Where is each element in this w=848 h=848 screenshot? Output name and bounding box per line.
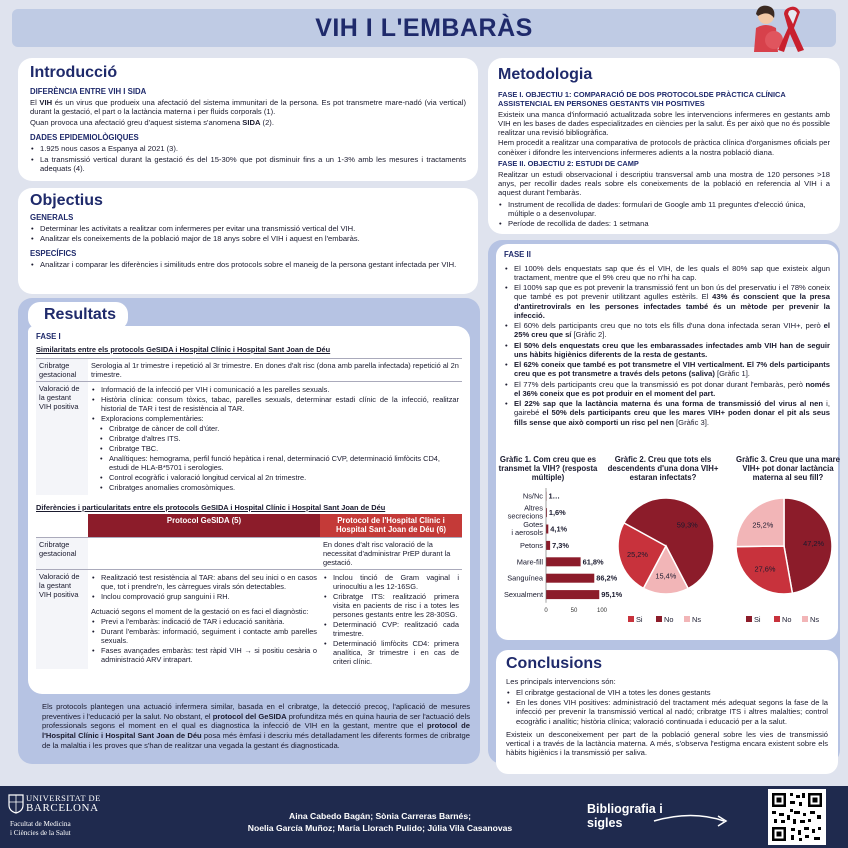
pie-value-label: 47,2%	[803, 538, 825, 548]
table-row	[36, 570, 462, 670]
col-hospital: Protocol de l'Hospital Clínic i Hospital Sant Joan de Déu (6)	[320, 514, 462, 538]
metodologia-p1: Existeix una manca d'informació actualitzada sobre les intervencions infermeres en gestants amb VIH en les bases de dades especialitzades en ciències per la salut. És per això que no és possible realitzar una revisió bibliogràfica.	[498, 109, 830, 138]
row-text	[88, 381, 462, 495]
bar-chart-transmission	[492, 488, 623, 628]
title-bar	[12, 9, 836, 47]
row-label: Cribratge gestacional	[36, 358, 88, 381]
intro-list	[30, 144, 466, 173]
list-item: • Previ a l'embaràs: indicació de TAR i educació sanitària.	[91, 617, 317, 626]
bar-tick-label: 100	[596, 607, 608, 614]
list-item: • Fases avançades embaràs: test ràpid VIH → si positiu cesària o administració ARV intrapart.	[91, 646, 317, 664]
qr-code-icon[interactable]	[758, 789, 838, 845]
objectius-sub2: ESPECÍFICS	[30, 248, 77, 258]
chart3-title: Gràfic 3. Creu que una mare VIH+ pot donar lactància materna al seu fill?	[736, 455, 840, 482]
metodologia-p3: Realitzar un estudi observacional i descriptiu transversal amb una mostra de 120 persones >18 anys, per recollir dades reals sobre els coneixements de la població en referencia al VIH i a aquest durant l'embaràs.	[498, 169, 830, 198]
conclusions-intro: Les principals intervencions són:	[506, 676, 616, 686]
list-item: • Control ecogràfic i valoració longitud cervical al 2n trimestre.	[91, 473, 459, 482]
faculty-name: Facultat de Medicina i Ciències de la Salut	[10, 820, 71, 837]
sim-title: Similaritats entre els protocols GeSIDA i Hospital Clínic i Hospital Sant Joan de Déu	[36, 344, 331, 354]
list-item: • Analitzar i comparar les diferències i similituds entre dos protocols sobre el maneig de la persona gestant infectada per VIH.	[30, 260, 466, 269]
pie-value-label: 25,2%	[626, 549, 648, 559]
intro-card	[18, 58, 478, 181]
university-name: UNIVERSITAT DE BARCELONA	[26, 793, 101, 814]
legend-swatch	[802, 616, 808, 622]
fase2-heading: FASE II	[504, 250, 531, 259]
bar-value-label: 61,8%	[582, 557, 604, 567]
resultats-fase1: FASE I	[36, 332, 61, 341]
list-item: • La transmissió vertical durant la gestació és del 15-30% que pot disminuir fins a un 1-3% amb les mesures i tractaments adequats (4).	[30, 155, 466, 174]
objectius-heading: Objectius	[30, 192, 103, 209]
table-row	[36, 358, 462, 381]
row-cell-a	[88, 570, 320, 670]
legend-swatch	[684, 616, 690, 622]
university-shield-icon	[8, 794, 24, 814]
list-item: • Informació de la infecció per VIH i comunicació a les parelles sexuals.	[91, 385, 459, 394]
differences-table	[36, 514, 462, 669]
list-item: • 1.925 nous casos a Espanya al 2021 (3).	[30, 144, 466, 153]
row-cell-b	[320, 570, 462, 670]
bar-category-label: Altres secrecions	[507, 503, 543, 521]
metodologia-fase1: FASE I. OBJECTIU 1: COMPARACIÓ DE DOS PROTOCOLSDE PRÀCTICA CLÍNICA ASSISTENCIAL EN PERSONES GESTANTS VIH POSITIVES	[498, 89, 786, 108]
resultats-heading: Resultats	[44, 306, 117, 323]
intro-p2: Quan provoca una afectació greu d'aquest sistema s'anomena SIDA (2).	[30, 117, 274, 127]
list-item: • El 62% coneix que també es pot transmetre el VIH verticalment. El 7% dels participants creu que es pot transmetre a través dels petons (saliva) [Gràfic 1].	[504, 360, 830, 379]
bar-category-label: Gotes i aerosols	[511, 520, 543, 537]
legend-swatch	[628, 616, 634, 622]
bar	[546, 525, 548, 534]
row-label: Cribratge gestacional	[36, 537, 88, 569]
bar	[546, 590, 599, 599]
bar-category-label: Ns/Nc	[522, 491, 543, 501]
bar-value-label: 95,1%	[601, 590, 623, 600]
list-item: • El 100% sap que es pot prevenir la transmissió fent un bon ús del preservatiu i el 78% coneix que també es pot prevenir utilitzant agulles estèrils. El 43% és conscient que la presa d'antiretrovirals en les persones infectades també és un mètode per prevenir la infecció.	[504, 283, 830, 320]
legend-label: Ns	[810, 615, 820, 624]
list-item: • El cribratge gestacional de VIH a totes les dones gestants	[506, 688, 828, 697]
intro-sub2: DADES EPIDEMIOLÒGIQUES	[30, 132, 139, 142]
arrow-right-icon	[652, 808, 732, 834]
pie-value-label: 59,3%	[676, 520, 698, 530]
pie-chart-lactation	[726, 496, 842, 636]
bar-tick-label: 50	[570, 607, 578, 614]
metodologia-fase2: FASE II. OBJECTIU 2: ESTUDI DE CAMP	[498, 158, 639, 168]
general-list	[30, 224, 466, 244]
bar-category-label: Mare-fill	[516, 557, 543, 567]
table-row	[36, 537, 462, 569]
pie-chart-descendants	[608, 496, 724, 636]
fase2-card	[496, 244, 838, 640]
chart2-title: Gràfic 2. Creu que tots els descendents d'una dona VIH+ estaran infectats?	[607, 455, 719, 482]
metodologia-card	[488, 58, 840, 234]
list-item: • Exploracions complementàries:	[91, 414, 459, 423]
col-gesida: Protocol GeSIDA (5)	[88, 514, 320, 538]
intro-heading: Introducció	[30, 64, 118, 81]
list-item: • Període de recollida de dades: 1 setmana	[498, 219, 830, 228]
bar-tick-label: 0	[544, 607, 548, 614]
list-item: • Determinació CVP: realització cada trimestre.	[323, 620, 459, 638]
bar-category-label: Sanguínea	[507, 573, 543, 583]
pie-value-label: 27,6%	[754, 564, 776, 574]
metodologia-list	[498, 200, 830, 229]
similarities-table	[36, 358, 462, 495]
bar-value-label: 1…	[548, 491, 560, 501]
legend-label: No	[782, 615, 792, 624]
list-item: • Cribratge de càncer de coll d'úter.	[91, 424, 459, 433]
dif-title: Diferències i particularitats entre els protocols GeSIDA i Hospital Clínic i Hospital Sant Joan de Déu	[36, 502, 386, 512]
list-item: • El 60% dels participants creu que no tots els fills d'una dona infectada seran VIH+, però el 25% creu que sí [Gràfic 2].	[504, 321, 830, 340]
metodologia-heading: Metodologia	[498, 66, 593, 83]
bar-value-label: 86,2%	[596, 573, 618, 583]
list-item: • Determinació limfòcits CD4: primera analítica, 3r trimestre i en cas de criteri clínic.	[323, 639, 459, 666]
list-item: • El 22% sap que la lactància materna és una forma de transmissió del virus al nen i, gairebé el 50% dels participants creu que les mares VIH+ poden donar el pit als seus fills sense que això comporti un risc pel nen [Gràfic 3].	[504, 399, 830, 427]
conclusions-card	[496, 650, 838, 774]
conclusions-list	[506, 688, 828, 726]
table-header	[36, 514, 462, 538]
list-item: • Cribratge ITS: realització primera visita en pacients de risc i a totes les persones gestants entre les 28-30SG.	[323, 592, 459, 619]
row-text: Serologia al 1r trimestre i repetició al 3r trimestre. En dones d'alt risc (dona amb parella infectada) repetició al 2n trimestre.	[88, 358, 462, 381]
list-item: • Durant l'embaràs: informació, seguiment i contacte amb parelles sexuals.	[91, 627, 317, 645]
list-item: • Història clínica: consum tòxics, tabac, parelles sexuals, determinar estadi clínic de la infecció, realitzar historial de TAR i test de resistència al TAR.	[91, 395, 459, 413]
bar	[546, 541, 550, 550]
specific-list	[30, 260, 466, 269]
fase2-list	[504, 264, 830, 427]
pie-value-label: 25,2%	[752, 520, 774, 530]
resultats-summary: Els protocols plantegen una actuació infermera similar, basada en el cribratge, la detecció precoç, l'aplicació de mesures preventives i l'educació per la salut. No obstant, el protocol del GeSIDA profunditza més en quina hauria de ser l'actuació dels professionals segons el moment en el qual es diagnostica la infecció de VIH en la gestant, mentre que el protocol de l'Hospital Clínic i Hospital Sant Joan de Déu posa més èmfasi i descriu més detalladament les diferents formes de cribratge de la malaltia i les proves que s'han de realitzar una vegada la gestant és diagnosticada.	[42, 702, 471, 750]
legend-swatch	[774, 616, 780, 622]
resultats-fase1-card	[28, 326, 470, 694]
table-row	[36, 381, 462, 495]
bar	[546, 557, 581, 566]
list-item: • El 77% dels participants creu que la transmissió es pot donar durant l'embaràs, però només el 36% coneix que es pot produir en el moment del part.	[504, 380, 830, 399]
row-label: Valoració de la gestant VIH positiva	[36, 570, 88, 670]
poster-title: VIH I L'EMBARÀS	[315, 14, 533, 42]
list-item: • El 50% dels enquestats creu que les embarassades infectades amb VIH han de seguir uns hàbits higiènics diferents de la resta de gestants.	[504, 341, 830, 360]
conclusions-heading: Conclusions	[506, 655, 603, 672]
bibliography-label[interactable]: Bibliografia i sigles	[587, 802, 663, 831]
bar-value-label: 7,3%	[552, 540, 569, 550]
list-item: • En les dones VIH positives: administració del tractament més adequat segons la fase de la infecció per prevenir la transmissió vertical al nadó; cribratge ITS i altres malalties; control ecogràfic i analític; història clínica; valoració continuada i educació per a la salut.	[506, 698, 828, 726]
row-label: Valoració de la gestant VIH positiva	[36, 381, 88, 495]
authors: Aina Cabedo Bagán; Sònia Carreras Barnés; Noelia García Muñoz; María Llorach Pulido; Júlia Vilà Casanovas	[247, 811, 513, 834]
legend-label: No	[664, 615, 674, 624]
pregnant-woman-ribbon-icon	[744, 2, 810, 56]
list-item: • El 100% dels enquestats sap que és el VIH, de les quals el 80% sap que existeix algun tractament, mentre que el 9% creu que no n'hi ha cap.	[504, 264, 830, 283]
conclusions-para: Existeix un desconeixement per part de la població general sobre les vies de transmissió vertical i a través de la lactància materna. A més, s'observa l'estigma encara existent sobre els hàbits higiènics i la transmissió per saliva.	[506, 729, 828, 758]
legend-label: Si	[754, 615, 761, 624]
metodologia-p2: Hem procedit a realitzar una comparativa de protocols de pràctica clínica d'organismes oficials per conèixer i difondre les intervencions infermeres adients a la nostra població diana.	[498, 138, 830, 157]
list-item: • Cribratge d'altres ITS.	[91, 434, 459, 443]
legend-swatch	[656, 616, 662, 622]
row-para: Actuació segons el moment de la gestació on es faci el diagnòstic:	[91, 607, 309, 617]
list-item: • Instrument de recollida de dades: formulari de Google amb 11 preguntes d'elecció única, múltiple o a desenvolupar.	[498, 200, 830, 219]
list-item: • Cribratges anomalies cromosòmiques.	[91, 483, 459, 492]
bar	[546, 574, 594, 583]
footer	[0, 786, 848, 848]
legend-label: Ns	[692, 615, 702, 624]
pie-value-label: 15,4%	[655, 571, 677, 581]
row-cell-b: En dones d'alt risc valoració de la necessitat d'administrar PrEP durant la gestació.	[320, 537, 462, 569]
objectius-card	[18, 188, 478, 294]
intro-p1: El VIH és un virus que produeix una afectació del sistema immunitari de la persona. Es pot transmetre mare-nadó (via vertical) durant la gestació, el part o la lactància materna i per fluids corporals (1).	[30, 98, 466, 117]
list-item: • Realització test resistència al TAR: abans del seu inici o en casos que, tot i prendre'n, les càrregues virals són detectables.	[91, 573, 317, 591]
bar-value-label: 1,6%	[548, 508, 566, 518]
intro-sub1: DIFERÈNCIA ENTRE VIH I SIDA	[30, 86, 147, 96]
list-item: • Inclou comprovació grup sanguini i RH.	[91, 592, 317, 601]
legend-label: Si	[636, 615, 643, 624]
bar-category-label: Petons	[519, 540, 543, 550]
objectius-sub1: GENERALS	[30, 212, 74, 222]
list-item: • Inclou tinció de Gram vaginal i urinocultiu a les 12-16SG.	[323, 573, 459, 591]
row-cell-a	[88, 537, 320, 569]
bar-value-label: 4,1%	[550, 524, 568, 534]
chart1-title: Gràfic 1. Com creu que es transmet la VIH? (resposta múltiple)	[498, 455, 598, 482]
list-item: • Cribratge TBC.	[91, 444, 459, 453]
legend-swatch	[746, 616, 752, 622]
list-item: • Determinar les activitats a realitzar com infermeres per evitar una transmissió vertical del VIH.	[30, 224, 466, 233]
bar-category-label: Sexualment	[503, 590, 543, 600]
list-item: • Analítiques: hemograma, perfil funció hepàtica i renal, determinació CVP, determinació limfòcits CD4, estudi de HLA-B*5701 i serologies.	[91, 454, 459, 472]
list-item: • Analitzar els coneixements de la població major de 18 anys sobre el VIH i aquest en l'embaràs.	[30, 234, 466, 243]
